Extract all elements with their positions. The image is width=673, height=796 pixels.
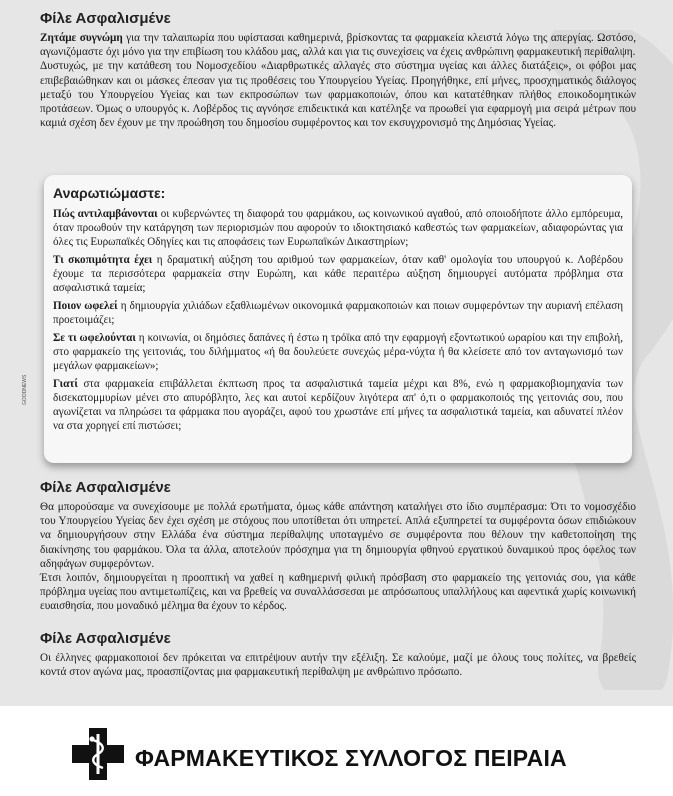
context-paragraph: Δυστυχώς, με την κατάθεση του Νομοσχεδίου «Διαρθρωτικές αλλαγές στο σύστημα υγείας και άλλες διατάξεις», οι φόβοι μας επιβεβαιώθηκαν και οι μάσκες έπεσαν για τις προθέσεις του Υπουργείου Υγείας. Προηγήθηκε, επί μήνες, προσχηματικός διάλογος μεταξύ του Υπουργείου Υγείας και των εκπροσώπων των φαρμακοποιών, όπου και κατατέθηκαν πλήθος εποικοδομητικών προτάσεων. Όμως ο υπουργός κ. Λοβέρδος τις αγνόησε επιδεικτικά και κατέληξε να προωθεί για εφαρμογή μια σειρά μέτρων που καμιά σχέση δεν έχουν με την προώθηση του δημοσίου συμφέροντος και τον εκσυγχρονισμό της Δημόσιας Υγείας. <box>40 60 636 130</box>
question-lead: Σε τι ωφελούνται <box>53 332 136 344</box>
questions-heading: Αναρωτιώμαστε: <box>53 185 166 201</box>
section-heading: Φίλε Ασφαλισμένε <box>40 630 171 647</box>
question-lead: Τι σκοπιμότητα έχει <box>53 254 153 266</box>
question-item <box>53 253 623 295</box>
footer <box>0 706 673 796</box>
question-item <box>53 331 623 373</box>
question-text: οι κυβερνώντες τη διαφορά του φαρμάκου, ως κοινωνικού αγαθού, από οποιοδήποτε άλλο εμπόρευμα, όταν προωθούν την κατάργηση των περιορισμών που αφορούν το ιδιοκτησιακό καθεστώς των φαρμακείων, αδιαφορώντας για όλες τις Ευρωπαϊκές Οδηγίες και τις αποφάσεις των Ευρωπαϊκών Δικαστηρίων; <box>53 208 623 248</box>
question-item <box>53 377 623 433</box>
pharmacy-cross-caduceus-icon <box>72 728 124 780</box>
section-call-to-action <box>40 630 636 679</box>
question-lead: Γιατί <box>53 378 78 390</box>
question-item <box>53 299 623 327</box>
organization-name: ΦΑΡΜΑΚΕΥΤΙΚΟΣ ΣΥΛΛΟΓΟΣ ΠΕΙΡΑΙΑ <box>135 745 567 771</box>
intro-text: για την ταλαιπωρία που υφίστασαι καθημερινά, βρίσκοντας τα φαρμακεία κλειστά λόγω της απεργίας. Ωστόσο, αγωνιζόμαστε όχι μόνο για την επιβίωση του κλάδου μας, αλλά και για τις συνεχίσεις να έχεις ανθρώπινη φαρμακευτική περίθαλψη. <box>40 32 636 59</box>
intro-paragraph <box>40 31 636 59</box>
section-intro <box>40 10 636 130</box>
question-item <box>53 207 623 249</box>
question-lead: Ποιον ωφελεί <box>53 300 118 312</box>
section-heading: Φίλε Ασφαλισμένε <box>40 10 171 27</box>
questions-box <box>44 175 632 463</box>
call-to-action-paragraph: Οι έλληνες φαρμακοποιοί δεν πρόκειται να επιτρέψουν αυτήν την εξέλιξη. Σε καλούμε, μαζί με όλους τους πολίτες, να βρεθείς κοντά στον αγώνα μας, προασπίζοντας μια φαρμακευτική περίθαλψη με ανθρώπινο πρόσωπο. <box>40 652 636 679</box>
side-code: GOODNEWS <box>22 374 28 405</box>
question-text: η κοινωνία, οι δημόσιες δαπάνες ή έστω η τρόϊκα από την εφαρμογή εξοντωτικού ωραρίου και την επιβολή, στο φαρμακείο της γειτονιάς, του διλήμματος «ή θα δουλεύετε συνεχώς μέρα-νύχτα ή θα κλείσετε από τον ανταγωνισμό των μεγάλων φαρμακείων»; <box>53 332 623 372</box>
question-text: η δραματική αύξηση του αριθμού των φαρμακείων, όταν καθ' ομολογία του υπουργού κ. Λοβέρδου έχουμε τα περισσότερα φαρμακεία στην Ευρώπη, και κάθε περαιτέρω αύξηση δημιουργεί αυτόματα πρόβλημα στα ασφαλιστικά ταμεία; <box>53 254 623 294</box>
section-heading: Φίλε Ασφαλισμένε <box>40 479 171 496</box>
intro-emphasis: Ζητάμε συγνώμη <box>40 32 123 44</box>
conclusion-paragraph: Θα μπορούσαμε να συνεχίσουμε με πολλά ερωτήματα, όμως κάθε απάντηση καταλήγει στο ίδιο συμπέρασμα: Ότι το νομοσχέδιο του Υπουργείου Υγείας δεν έχει σχέση με στόχους που υποτίθεται ότι υπηρετεί. Απλά εξυπηρετεί τα συμφέροντα όσων επιδιώκουν να δημιουργήσουν στην Ελλάδα ένα σύστημα περίθαλψης υποταγμένο σε συμφέροντα που θέλουν την καθετοποίηση της διακίνησης του φαρμάκου. Όλα τα άλλα, αποτελούν πρόσχημα για τη δημιουργία φθηνού εργατικού δυναμικού προς όφελος των αδηφάγων συμφερόντων. <box>40 501 636 570</box>
conclusion-paragraph: Έτσι λοιπόν, δημιουργείται η προοπτική να χαθεί η καθημερινή φιλική πρόσβαση στο φαρμακείο της γειτονιάς σου, για κάθε πρόβλημα υγείας που αντιμετωπίζεις, και να βρεθείς να συναλλάσσεσαι με απρόσωπους υπαλλήλους και αφεντικά χωρίς κοινωνική ευαισθησία, που μοναδικό μέλημα θα έχουν το κέρδος. <box>40 572 636 613</box>
section-conclusion <box>40 479 636 614</box>
question-text: στα φαρμακεία επιβάλλεται έκπτωση προς τα ασφαλιστικά ταμεία μέχρι και 8%, ενώ η φαρμακοβιομηχανία των δισεκατομμυρίων μένει στο απυρόβλητο, λες και αυτοί κερδίζουν λιγότερα απ' ό,τι ο φαρμακοποιός της γειτονιάς σου, που αγωνίζεται να πληρώσει τα φάρμακα που αγοράζει, αφού του χρωστάνε επί μήνες τα ασφαλιστικά ταμεία, και αδυνατεί πλέον να στα χορηγεί επί πιστώσει; <box>53 378 623 432</box>
question-lead: Πώς αντιλαμβάνονται <box>53 208 158 220</box>
question-text: η δημιουργία χιλιάδων εξαθλιωμένων οικονομικά φαρμακοποιών και ποιων συμφερόντων την αυριανή επέλαση προετοιμάζει; <box>53 300 623 326</box>
